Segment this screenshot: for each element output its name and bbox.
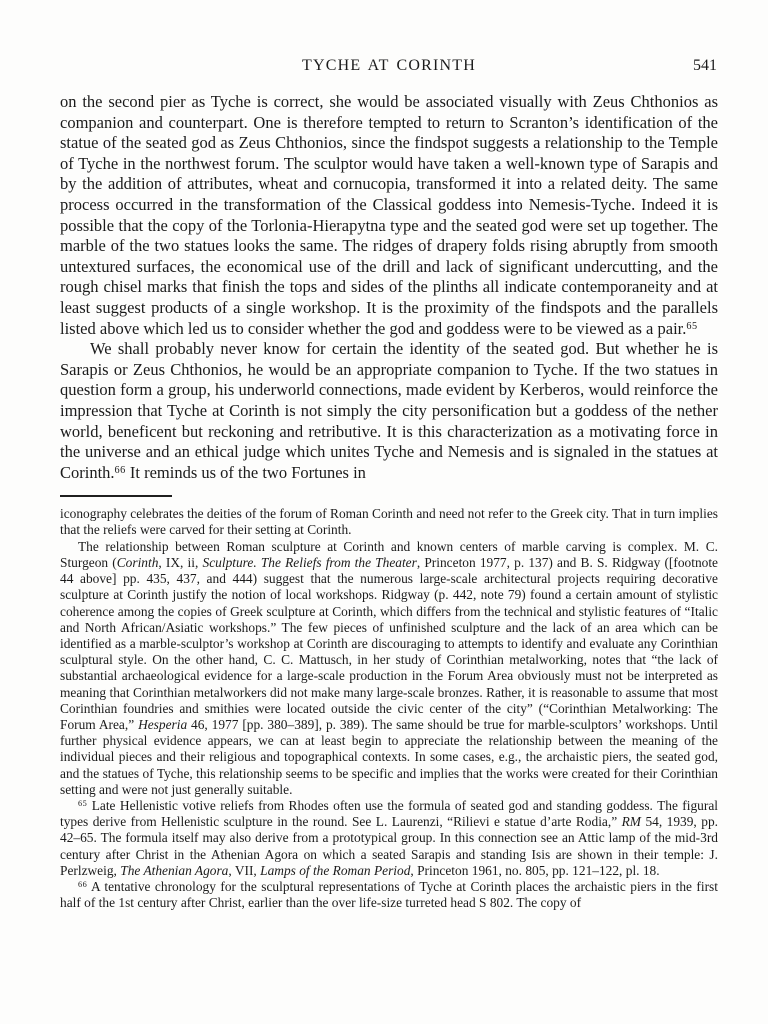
- text-run: iconography celebrates the deities of the forum of Roman Corinth and need not refer to the Greek city. That in turn implies that the reliefs were carved for their setting at Corinth.: [60, 506, 718, 538]
- italic-citation: The Athenian Agora: [120, 862, 229, 878]
- text-run: , Princeton 1961, no. 805, pp. 121–122, pl. 18.: [410, 862, 660, 878]
- text-run: on the second pier as Tyche is correct, she would be associated visually with Zeus Chthonios as companion and counterpart. One is therefore tempted to return to Scranton’s identification of the statue of the seated god as Zeus Chthonios, since the findspot suggests a relationship to the Temple of Tyche in the northwest forum. The sculptor would have taken a well-known type of Sarapis and by the addition of attributes, wheat and cornucopia, transformed it into a related deity. The same process occurred in the transformation of the Classical goddess into Nemesis-Tyche. Indeed it is possible that the copy of the Torlonia-Hierapytna type and the seated god were set up together. The marble of the two statues looks the same. The ridges of drapery folds rising abruptly from smooth untextured surfaces, the economical use of the drill and lack of significant undercutting, and the rough chisel marks that finish the tops and sides of the plinths all indicate contemporaneity and at least suggest products of a single workshop. It is the proximity of the findspots and the parallels listed above which led us to consider whether the god and goddess were to be viewed as a pair.: [60, 92, 718, 338]
- italic-citation: Lamps of the Roman Period: [260, 862, 411, 878]
- body-paragraph: [60, 339, 718, 483]
- text-run: The relationship between Roman sculpture at Corinth and known centers of marble carving is complex. M. C. Sturgeon (: [60, 538, 718, 570]
- text-block: [60, 0, 718, 911]
- running-head-title: TYCHE AT CORINTH: [301, 57, 477, 74]
- footnote-reference: 66: [114, 465, 126, 477]
- italic-citation: RM: [621, 814, 641, 830]
- footnote-paragraph: [60, 798, 718, 879]
- footnote-reference: 65: [686, 320, 698, 332]
- text-run: , VII,: [228, 862, 261, 878]
- page-number: 541: [693, 57, 717, 74]
- body-text: [60, 92, 718, 483]
- footnote-paragraph: [60, 539, 718, 798]
- footnote-paragraph: [60, 879, 718, 911]
- italic-citation: Corinth: [116, 554, 159, 570]
- text-run: 46, 1977 [pp. 380–389], p. 389). The same should be true for marble-sculptors’ workshops. Until further physical evidence appears, we can at least begin to appreciate the relationship between the meaning of the individual pieces and their religious and topographical contexts. In some cases, e.g., the archaistic piers, the seated god, and the statues of Tyche, this relationship seems to be specific and implies that the works were created for their Corinthian setting and were not just generally suitable.: [60, 716, 718, 797]
- text-run: 54, 1939, pp. 42–65. The formula itself may also derive from a prototypical group. In this connection see an Attic lamp of the mid-3rd century after Christ in the Athenian Agora on which a seated Sarapis and standing Isis are shown in their temple: J. Perlzweig,: [60, 814, 718, 878]
- footnote-reference: 66: [78, 880, 88, 890]
- footnote-paragraph: [60, 506, 718, 538]
- footnotes-section: [60, 506, 718, 911]
- text-run: We shall probably never know for certain the identity of the seated god. But whether he is Sarapis or Zeus Chthonios, he would be an appropriate companion to Tyche. If the two statues in question form a group, his underworld connections, made evident by Kerberos, would reinforce the impression that Tyche at Corinth is not simply the city personification but a goddess of the nether world, beneficent but reckoning and retributive. It is this characterization as a motivating force in the universe and an ethical judge which unites Tyche and Nemesis and is signaled in the statues at Corinth.: [60, 339, 718, 482]
- text-run: It reminds us of the two Fortunes in: [125, 462, 366, 482]
- running-head: [60, 57, 718, 77]
- body-paragraph: [60, 92, 718, 339]
- footnote-separator: [60, 495, 172, 497]
- text-run: Late Hellenistic votive reliefs from Rhodes often use the formula of seated god and standing goddess. The figural types derive from Hellenistic sculpture in the round. See L. Laurenzi, “Rilievi e statue d’arte Rodia,”: [60, 797, 718, 830]
- text-run: , IX, ii,: [158, 554, 203, 570]
- text-run: , Princeton 1977, p. 137) and B. S. Ridgway ([footnote 44 above] pp. 435, 437, and 444) suggest that the numerous large-scale architectural projects requiring decorative sculpture at Corinth justify the notion of local workshops. Ridgway (p. 442, note 79) found a certain amount of stylistic coherence among the copies of Greek sculpture at Corinth, which differs from the technical and stylistic features of “Italic and North African/Asiatic workshops.” The few pieces of unfinished sculpture and the lack of an area which can be identified as a marble-sculptor’s workshop at Corinth are discouraging to attempts to identify and evaluate any Corinthian sculptural style. On the other hand, C. C. Mattusch, in her study of Corinthian metalworking, notes that “the lack of substantial archaeological evidence for a large-scale production in the Forum Area obviously must not be interpreted as meaning that Corinthian metalworkers did not make many large-scale bronzes. Rather, it is reasonable to assume that most Corinthian foundries and smithies were located outside the civic center of the city” (“Corinthian Metalworking: The Forum Area,”: [60, 554, 718, 732]
- italic-citation: Sculpture. The Reliefs from the Theater: [202, 554, 417, 570]
- footnote-reference: 65: [78, 799, 88, 809]
- text-run: A tentative chronology for the sculptural representations of Tyche at Corinth places the archaistic piers in the first half of the 1st century after Christ, earlier than the over life-size turreted head S 802. The copy of: [60, 878, 718, 911]
- italic-citation: Hesperia: [138, 716, 188, 732]
